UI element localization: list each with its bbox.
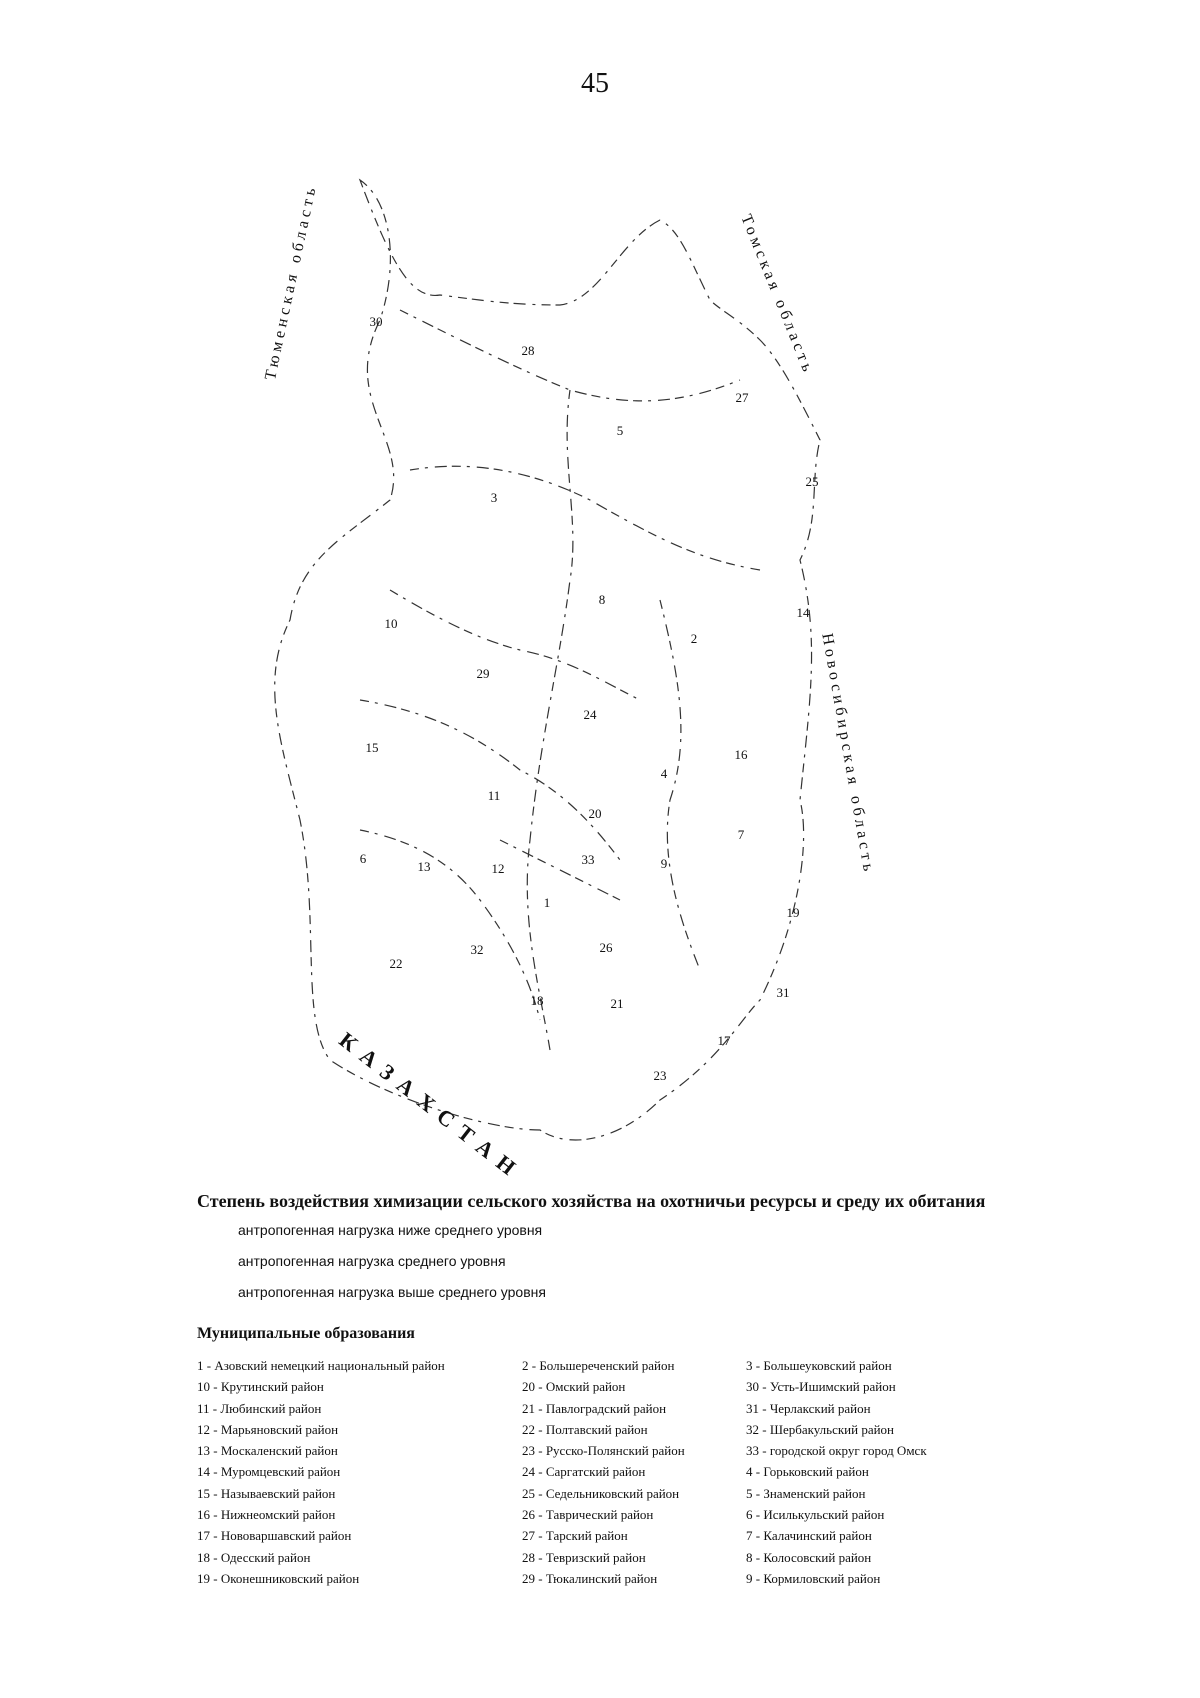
region-map [240,140,960,1187]
district-number: 5 [616,423,624,438]
municipality-item: 12 - Марьяновский район [197,1421,339,1437]
district-number: 18 [530,993,544,1008]
municipality-item: 17 - Нововаршавский район [197,1528,352,1544]
district-number: 22 [389,956,403,971]
district-number: 19 [786,905,800,920]
municipality-item: 29 - Тюкалинский район [522,1570,658,1586]
municipality-item: 25 - Седельниковский район [522,1485,680,1501]
municipality-item: 15 - Называевский район [197,1485,336,1501]
municipalities-column-1 [197,1355,445,1589]
district-number: 24 [583,707,597,722]
legend-item-above-average: антропогенная нагрузка выше среднего уровня [238,1284,546,1300]
municipality-item: 23 - Русско-Полянский район [522,1443,685,1459]
district-number: 20 [588,806,602,821]
municipality-item: 11 - Любинский район [197,1400,322,1416]
municipality-item: 18 - Одесский район [197,1549,311,1565]
district-number: 26 [599,940,613,955]
municipality-item: 10 - Крутинский район [197,1379,324,1395]
municipality-item: 31 - Черлакский район [746,1400,871,1416]
municipality-item: 26 - Таврический район [522,1507,654,1523]
district-number: 11 [487,788,501,803]
municipality-item: 9 - Кормиловский район [746,1570,881,1586]
novosibirsk-region-label: Новосибирская область [818,632,878,877]
district-number: 23 [653,1068,667,1083]
municipality-item: 21 - Павлоградский район [522,1400,667,1416]
municipality-item: 2 - Большереченский район [522,1358,675,1373]
legend-title: Степень воздействия химизации сельского хозяйства на охотничьи ресурсы и среду их обитания [197,1191,986,1211]
kazakhstan-label: КАЗАХСТАН [334,1027,529,1187]
district-number: 16 [734,747,748,762]
district-number: 32 [470,942,484,957]
district-number: 17 [717,1033,731,1048]
district-number: 28 [521,343,535,358]
municipality-item: 33 - городской округ город Омск [746,1443,927,1459]
legend-item-average: антропогенная нагрузка среднего уровня [238,1253,506,1269]
tomsk-region-label: Томская область [737,212,818,378]
municipality-item: 5 - Знаменский район [746,1485,866,1501]
municipality-item: 1 - Азовский немецкий национальный район [197,1358,445,1373]
district-number: 7 [737,827,745,842]
district-number: 15 [365,740,379,755]
district-number: 27 [735,390,749,405]
municipality-item: 6 - Исилькульский район [746,1507,885,1523]
district-number: 25 [805,474,819,489]
tyumen-region-label: Тюменская область [262,182,321,382]
district-number: 12 [491,861,505,876]
municipality-item: 19 - Оконешниковский район [197,1570,360,1586]
district-number: 21 [610,996,624,1011]
municipality-item: 24 - Саргатский район [522,1464,646,1480]
municipality-item: 20 - Омский район [522,1379,626,1395]
map-outline [240,140,960,1160]
district-number: 29 [476,666,490,681]
district-number: 13 [417,859,431,874]
municipality-item: 16 - Нижнеомский район [197,1507,336,1523]
district-number: 4 [660,766,668,781]
page-number: 45 [581,68,609,99]
district-number: 8 [598,592,606,607]
municipality-item: 22 - Полтавский район [522,1421,648,1437]
district-number: 6 [359,851,367,866]
district-number: 14 [796,605,810,620]
municipality-item: 7 - Калачинский район [746,1528,872,1544]
municipality-item: 3 - Большеуковский район [746,1358,892,1373]
municipalities-column-3 [746,1355,927,1589]
municipality-item: 8 - Колосовский район [746,1549,872,1565]
legend-item-below-average: антропогенная нагрузка ниже среднего уровня [238,1222,543,1238]
municipalities-column-2 [522,1355,685,1589]
district-number: 9 [660,856,668,871]
district-number: 31 [776,985,790,1000]
municipality-item: 32 - Шербакульский район [746,1421,895,1437]
municipality-item: 27 - Тарский район [522,1528,628,1544]
municipality-item: 4 - Горьковский район [746,1464,869,1480]
district-number: 3 [490,490,498,505]
region-boundary [275,180,820,1140]
district-number: 30 [369,314,383,329]
district-number: 2 [690,631,698,646]
district-number: 1 [543,895,551,910]
municipality-item: 14 - Муромцевский район [197,1464,341,1480]
district-number: 33 [581,852,595,867]
municipality-item: 28 - Тевризский район [522,1549,646,1565]
municipality-item: 30 - Усть-Ишимский район [746,1379,896,1395]
municipalities-title: Муниципальные образования [197,1325,415,1342]
district-number: 10 [384,616,398,631]
municipality-item: 13 - Москаленский район [197,1443,338,1459]
